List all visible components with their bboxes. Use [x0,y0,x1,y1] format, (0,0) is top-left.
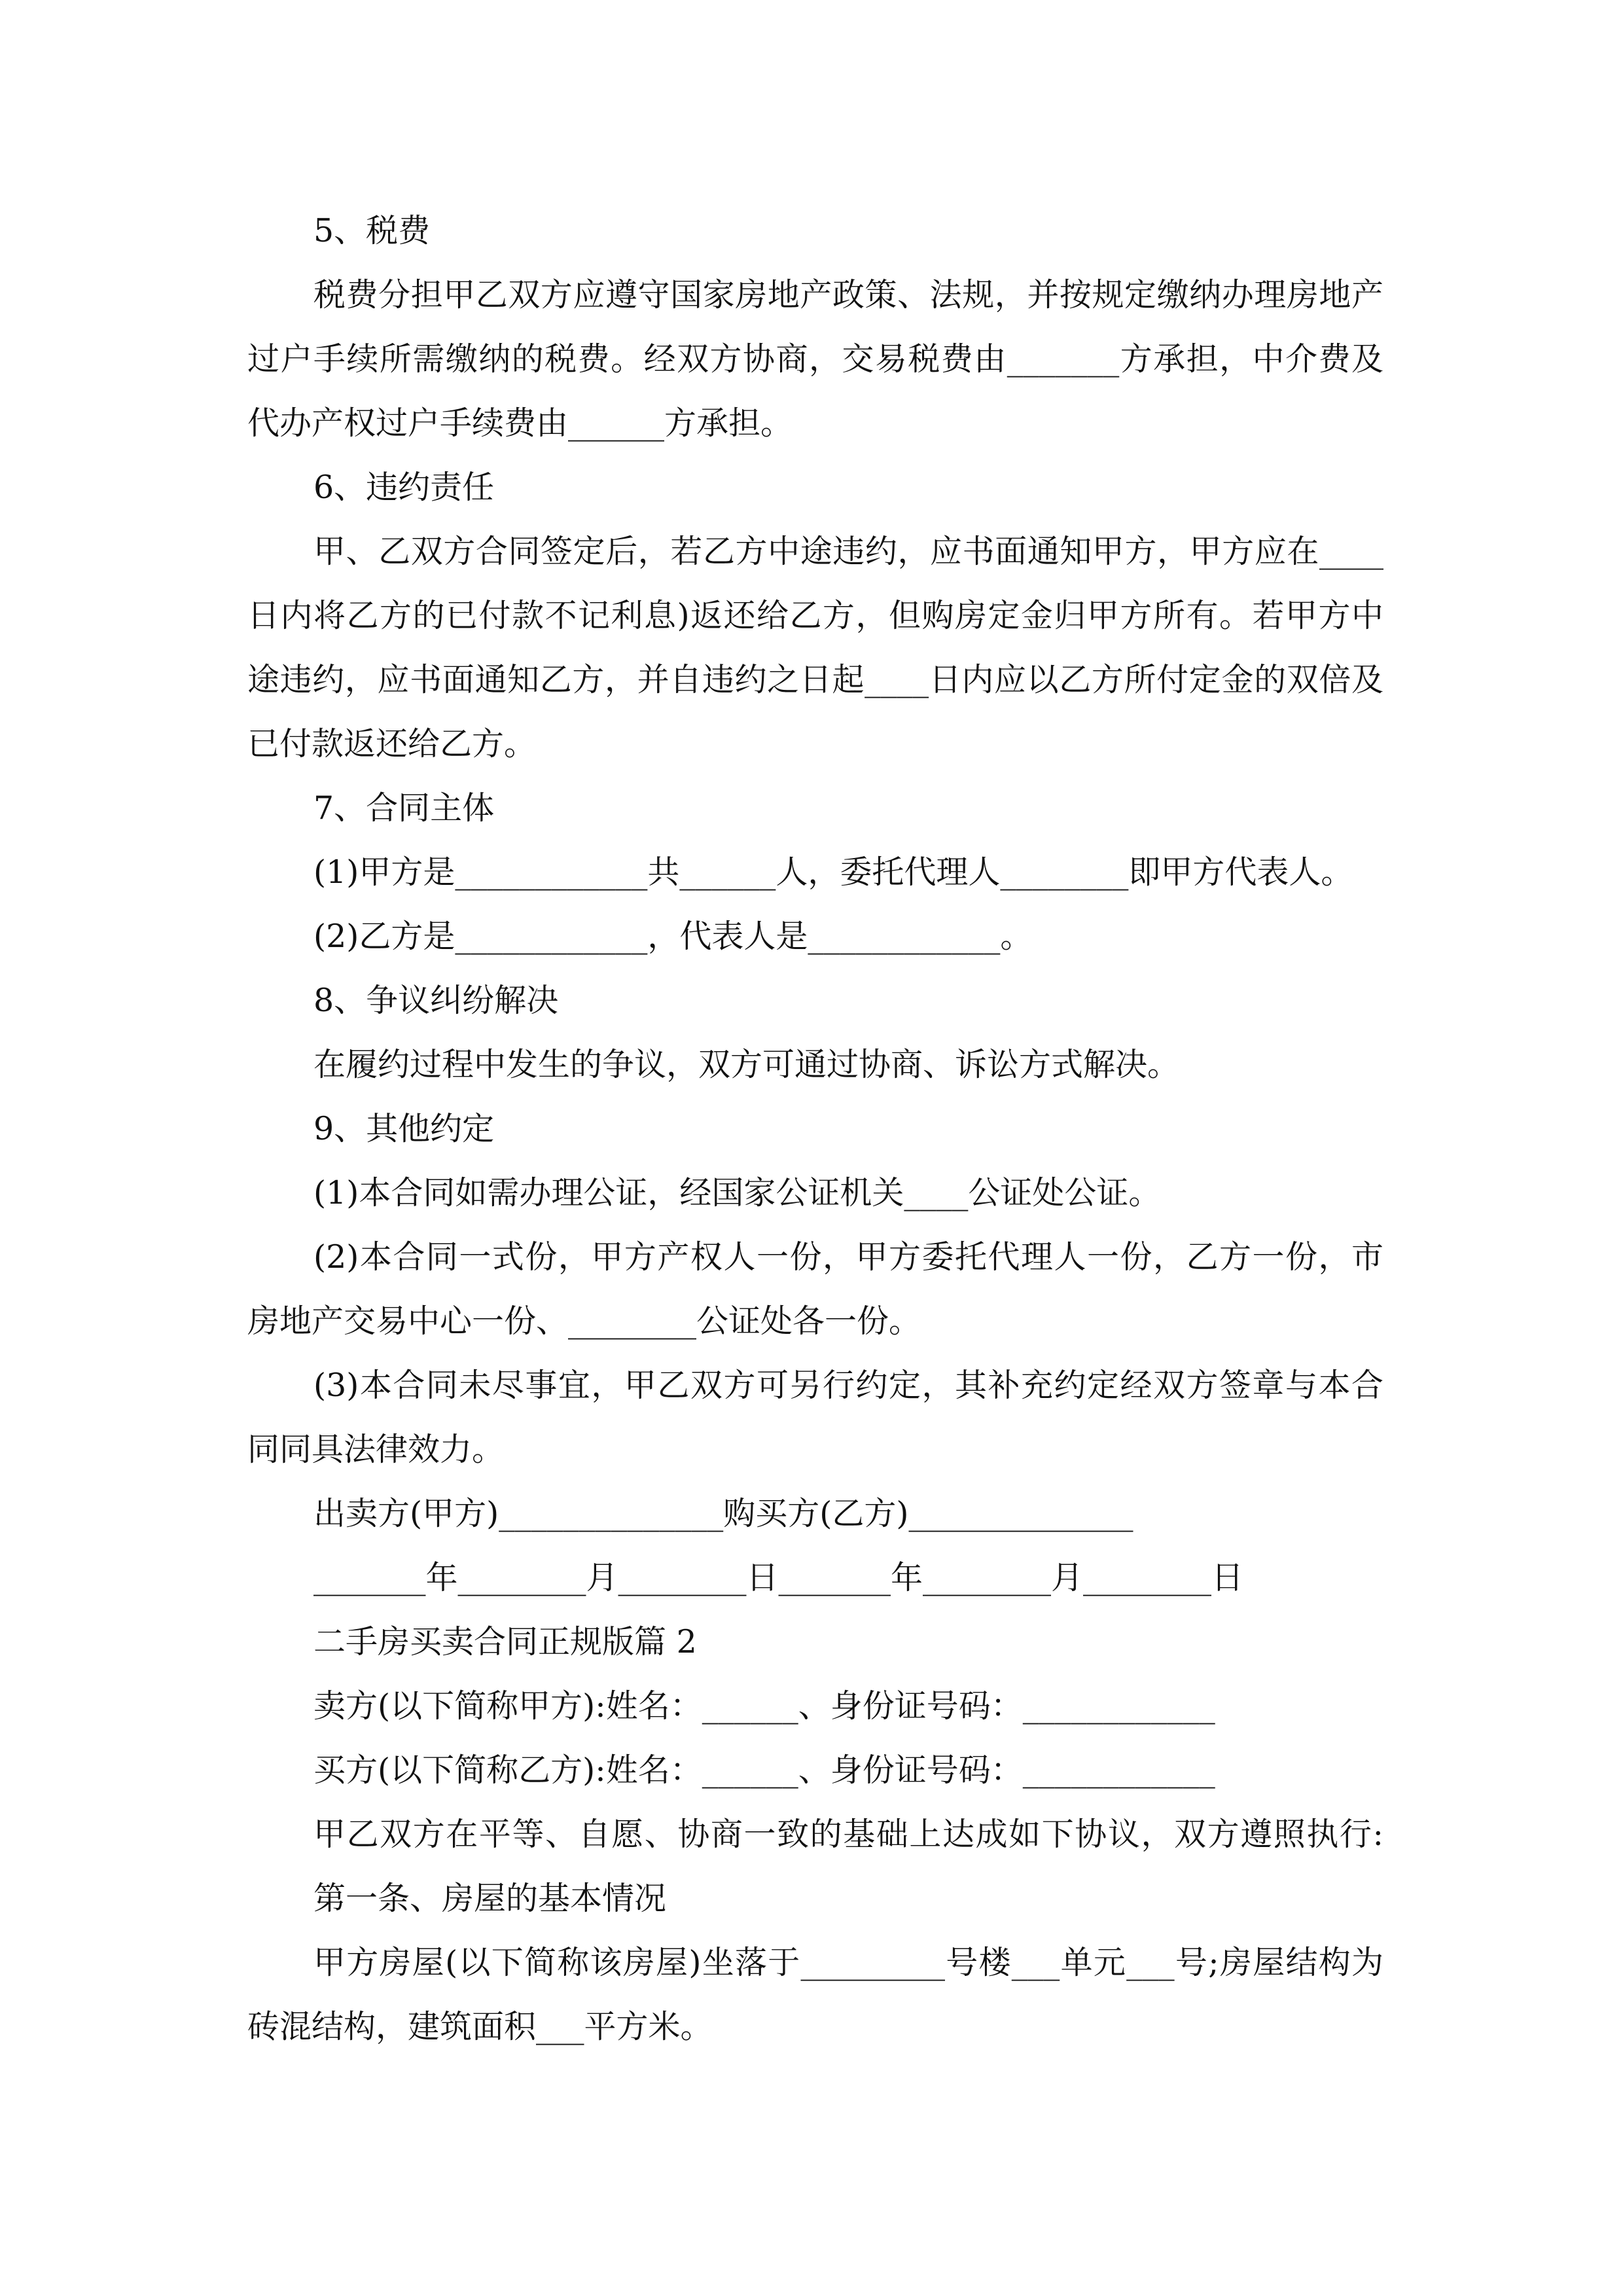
text-line: 出卖方(甲方)______________购买方(乙方)______________ [313,1495,1133,1532]
text-line: 在履约过程中发生的争议，双方可通过协商、诉讼方式解决。 [313,1046,1180,1083]
text-line: 二手房买卖合同正规版篇 2 [313,1623,697,1660]
text-line: 税费分担甲乙双方应遵守国家房地产政策、法规，并按规定缴纳办理房地产 [313,276,1383,314]
text-line: 日内将乙方的已付款不记利息)返还给乙方，但购房定金归甲方所有。若甲方中 [247,597,1383,634]
text-line: 6、违约责任 [313,469,495,506]
text-line: 8、争议纠纷解决 [313,982,559,1019]
text-line: 甲乙双方在平等、自愿、协商一致的基础上达成如下协议，双方遵照执行: [313,1816,1383,1853]
text-line: (2)乙方是____________，代表人是____________。 [313,918,1033,955]
text-line: 房地产交易中心一份、________公证处各一份。 [247,1302,921,1340]
text-line: 9、其他约定 [313,1110,495,1147]
text-line: 代办产权过户手续费由______方承担。 [247,404,793,442]
text-line: 已付款返还给乙方。 [247,725,537,762]
text-line: 买方(以下简称乙方):姓名：______、身份证号码：____________ [313,1751,1215,1789]
text-line: 过户手续所需缴纳的税费。经双方协商，交易税费由_______方承担，中介费及 [247,340,1383,378]
text-line: 同同具法律效力。 [247,1431,505,1468]
text-line: (2)本合同一式份，甲方产权人一份，甲方委托代理人一份，乙方一份，市 [313,1238,1383,1276]
text-line: 途违约，应书面通知乙方，并自违约之日起____日内应以乙方所付定金的双倍及 [247,661,1383,698]
text-line: 甲方房屋(以下简称该房屋)坐落于_________号楼___单元___号;房屋结构为 [313,1944,1383,1981]
text-line: (3)本合同未尽事宜，甲乙双方可另行约定，其补充约定经双方签章与本合 [313,1367,1383,1404]
text-line: 7、合同主体 [313,789,495,827]
text-line: 甲、乙双方合同签定后，若乙方中途违约，应书面通知甲方，甲方应在____ [313,533,1383,570]
document-page [247,199,1383,2059]
text-line: _______年________月________日_______年________月________日 [313,1559,1243,1596]
text-line: 卖方(以下简称甲方):姓名：______、身份证号码：____________ [313,1687,1215,1725]
text-line: 5、税费 [313,212,431,249]
text-line: (1)本合同如需办理公证，经国家公证机关____公证处公证。 [313,1174,1161,1211]
text-line: 第一条、房屋的基本情况 [313,1880,667,1917]
text-line: (1)甲方是____________共______人，委托代理人________即甲方代表人。 [313,853,1353,891]
text-line: 砖混结构，建筑面积___平方米。 [247,2008,713,2045]
